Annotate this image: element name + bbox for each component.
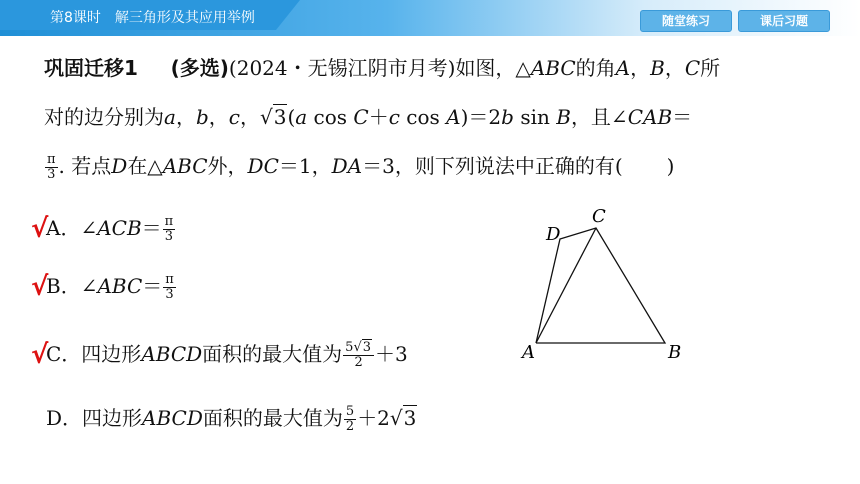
check-mark-b: √ bbox=[31, 272, 49, 302]
problem-line-2: 对的边分别为a，b，c，√3(a cos C＋c cos A)＝2b sin B，且∠CAB＝ bbox=[44, 105, 693, 129]
check-mark-c: √ bbox=[31, 340, 49, 370]
triangle-figure bbox=[510, 200, 700, 370]
option-b[interactable]: B．∠ABC＝ $\frac{\pi}{3}$ bbox=[46, 272, 174, 302]
point-d-label: D bbox=[546, 224, 561, 245]
diagonal-ac bbox=[536, 228, 596, 343]
lesson-number: 第8课时 bbox=[50, 10, 101, 26]
problem-label: 巩固迁移1 bbox=[44, 56, 138, 80]
problem-source: (2024・无锡江阴市月考) bbox=[228, 56, 456, 80]
check-mark-a: √ bbox=[31, 214, 49, 244]
point-a-label: A bbox=[522, 342, 535, 363]
point-b-label: B bbox=[668, 342, 682, 363]
lesson-title: 解三角形及其应用举例 bbox=[114, 10, 255, 26]
homework-button[interactable]: 课后习题 bbox=[738, 10, 830, 32]
point-c-label: C bbox=[592, 206, 606, 227]
option-d[interactable]: D．四边形ABCD面积的最大值为 $\frac{5}{2}$ ＋2√3 bbox=[46, 404, 417, 434]
quadrilateral-abcd bbox=[536, 228, 665, 343]
practice-button[interactable]: 随堂练习 bbox=[640, 10, 732, 32]
problem-line-1: 巩固迁移1 (多选)(2024・无锡江阴市月考)如图，△ABC的角A，B，C所 bbox=[44, 56, 721, 80]
option-a[interactable]: A．∠ACB＝ $\frac{\pi}{3}$ bbox=[46, 214, 174, 244]
problem-type: (多选) bbox=[170, 56, 229, 80]
problem-line-3: $\frac{\pi}{3}$ . 若点D在△ABC外，DC＝1，DA＝3，则下列说法中正确的有( ) bbox=[47, 152, 675, 182]
option-c[interactable]: C．四边形ABCD面积的最大值为 $\frac{5√3}{2}$ ＋3 bbox=[46, 340, 408, 370]
